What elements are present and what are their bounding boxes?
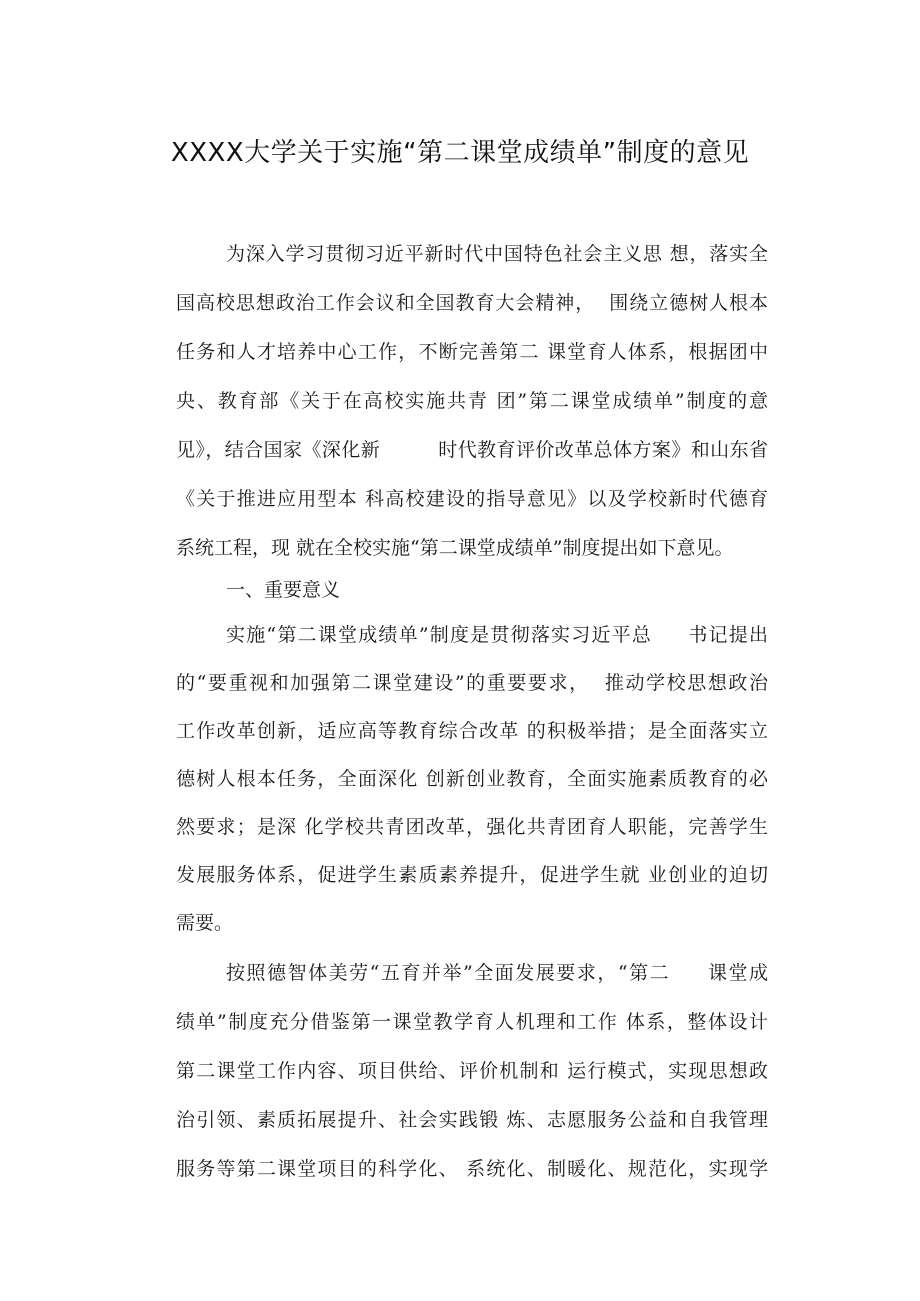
paragraph-line: 然要求；是深 化学校共青团改革，强化共青团育人职能，完善学生 (176, 816, 768, 838)
paragraph-line: 绩单”制度充分借鉴第一课堂教学育人机理和工作 体系，整体设计 (176, 1011, 768, 1033)
paragraph-line: 实施“第二课堂成绩单”制度是贯彻落实习近平总 书记提出 (226, 624, 768, 646)
paragraph-line: 《关于推进应用型本 科高校建设的指导意见》以及学校新时代德育 (176, 488, 768, 510)
paragraph-line: 为深入学习贯彻习近平新时代中国特色社会主义思 想，落实全 (226, 243, 768, 265)
paragraph-line: 系统工程，现 就在全校实施“第二课堂成绩单”制度提出如下意见。 (176, 537, 734, 559)
document-title: XXXX大学关于实施“第二课堂成绩单”制度的意见 (170, 138, 750, 168)
paragraph-line: 第二课堂工作内容、项目供给、评价机制和 运行模式，实现思想政 (176, 1060, 768, 1082)
paragraph-line: 央、教育部《关于在高校实施共青 团”第二课堂成绩单”制度的意 (176, 390, 768, 412)
paragraph-line: 按照德智体美劳“五育并举”全面发展要求，“第二 课堂成 (226, 962, 768, 984)
paragraph-line: 见》，结合国家《深化新 时代教育评价改革总体方案》和山东省 (176, 439, 768, 461)
paragraph-line: 需要。 (176, 912, 234, 934)
paragraph-line: 德树人根本任务，全面深化 创新创业教育，全面实施素质教育的必 (176, 768, 768, 790)
paragraph-line: 治引领、素质拓展提升、社会实践锻 炼、志愿服务公益和自我管理 (176, 1109, 768, 1131)
paragraph-line: 工作改革创新，适应高等教育综合改革 的积极举措；是全面落实立 (176, 720, 768, 742)
paragraph-line: 服务等第二课堂项目的科学化、 系统化、制暖化、规范化，实现学 (176, 1158, 768, 1180)
paragraph-line: 国高校思想政治工作会议和全国教育大会精神， 围绕立德树人根本 (176, 292, 768, 314)
paragraph-line: 任务和人才培养中心工作，不断完善第二 课堂育人体系，根据团中 (176, 341, 768, 363)
section-heading: 一、重要意义 (226, 579, 341, 601)
paragraph-line: 发展服务体系，促进学生素质素养提升，促进学生就 业创业的迫切 (176, 864, 768, 886)
paragraph-line: 的“要重视和加强第二课堂建设”的重要要求， 推动学校思想政治 (176, 672, 768, 694)
